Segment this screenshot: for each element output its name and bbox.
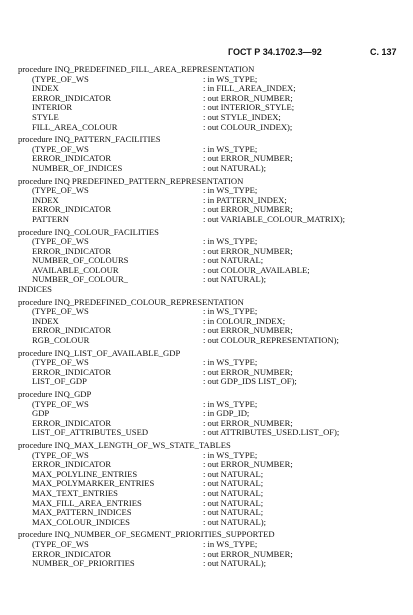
parameter-name: INDEX: [32, 83, 59, 94]
parameter-declaration: : out NATURAL;: [203, 468, 264, 479]
parameter-name: ERROR_INDICATOR: [32, 366, 112, 377]
procedure-title: procedure INQ PREDEFINED_PATTERN_REPRESENTATION: [18, 175, 244, 186]
parameter-name: INDEX: [32, 315, 59, 326]
parameter-declaration: : out ATTRIBUTES_USED.LIST_OF);: [203, 427, 340, 438]
parameter-row: [18, 559, 408, 569]
procedure-title: procedure INQ_GDP: [18, 389, 92, 399]
procedure-block: [18, 390, 408, 438]
parameter-declaration: : in WS_TYPE;: [203, 73, 258, 84]
parameter-name: LIST_OF_ATTRIBUTES_USED: [32, 427, 149, 438]
parameter-declaration: : out INTERIOR_STYLE;: [203, 102, 295, 113]
parameter-row: [18, 377, 408, 387]
procedure-block: [18, 65, 408, 132]
parameter-declaration: : out ERROR_NUMBER;: [203, 153, 293, 164]
parameter-name: (TYPE_OF_WS: [32, 449, 89, 460]
parameter-row: [18, 215, 408, 225]
parameter-name: NUMBER_OF_PRIORITIES: [32, 558, 135, 569]
parameter-name: MAX_TEXT_ENTRIES: [32, 487, 118, 498]
parameter-declaration: : out ERROR_NUMBER;: [203, 245, 293, 256]
procedure-listing: [18, 65, 408, 572]
parameter-name: FILL_AREA_COLOUR: [32, 121, 118, 132]
parameter-declaration: : out COLOUR_REPRESENTATION);: [203, 335, 339, 346]
procedure-block: [18, 177, 408, 225]
parameter-name: ERROR_INDICATOR: [32, 204, 112, 215]
parameter-declaration: : out VARIABLE_COLOUR_MATRIX);: [203, 213, 345, 224]
parameter-row: [18, 428, 408, 438]
parameter-continuation: INDICES: [18, 284, 52, 295]
parameter-name: INDEX: [32, 194, 59, 205]
parameter-name: INTERIOR: [32, 102, 73, 113]
parameter-declaration: : out NATURAL);: [203, 162, 267, 173]
parameter-declaration: : in WS_TYPE;: [203, 538, 258, 549]
parameter-name: MAX_PATTERN_INDICES: [32, 507, 132, 518]
procedure-title: procedure INQ_PATTERN_FACILITIES: [18, 134, 161, 145]
parameter-name: (TYPE_OF_WS: [32, 538, 89, 549]
parameter-declaration: : in WS_TYPE;: [203, 449, 258, 460]
procedure-title: procedure INQ_COLOUR_FACILITIES: [18, 226, 159, 237]
parameter-declaration: : in WS_TYPE;: [203, 398, 258, 409]
parameter-declaration: : out ERROR_NUMBER;: [203, 417, 293, 428]
parameter-declaration: : in WS_TYPE;: [203, 143, 258, 154]
procedure-title: procedure INQ_MAX_LENGTH_OF_WS_STATE_TABLES: [18, 439, 231, 450]
parameter-declaration: : out NATURAL);: [203, 516, 267, 527]
parameter-name: MAX_FILL_AREA_ENTRIES: [32, 497, 142, 508]
parameter-row: [18, 336, 408, 346]
parameter-name: (TYPE_OF_WS: [32, 357, 89, 368]
procedure-title: procedure INQ_PREDEFINED_FILL_AREA_REPRESENTATION: [18, 64, 255, 74]
parameter-name: ERROR_INDICATOR: [32, 459, 112, 470]
parameter-declaration: : out ERROR_NUMBER;: [203, 92, 293, 103]
parameter-name: (TYPE_OF_WS: [32, 398, 89, 409]
parameter-name: (TYPE_OF_WS: [32, 236, 89, 247]
parameter-declaration: : out ERROR_NUMBER;: [203, 325, 293, 336]
page-header: [0, 47, 413, 59]
parameter-declaration: : out NATURAL;: [203, 497, 264, 508]
parameter-name: ERROR_INDICATOR: [32, 548, 112, 559]
procedure-block: [18, 228, 408, 295]
parameter-declaration: : out NATURAL);: [203, 274, 267, 285]
parameter-declaration: : in GDP_ID;: [203, 408, 250, 419]
parameter-declaration: : out NATURAL;: [203, 478, 264, 489]
parameter-declaration: : out GDP_IDS LIST_OF);: [203, 376, 297, 387]
parameter-declaration: : out NATURAL);: [203, 558, 267, 569]
parameter-declaration: : in WS_TYPE;: [203, 306, 258, 317]
procedure-block: [18, 135, 408, 173]
parameter-declaration: : out STYLE_INDEX;: [203, 111, 281, 122]
procedure-title: procedure INQ_LIST_OF_AVAILABLE_GDP: [18, 347, 181, 358]
procedure-block: [18, 441, 408, 527]
parameter-declaration: : out COLOUR_INDEX);: [203, 121, 293, 132]
standard-number: ГОСТ Р 34.1702.3—92: [228, 47, 322, 57]
parameter-row: [18, 164, 408, 174]
parameter-declaration: : in WS_TYPE;: [203, 357, 258, 368]
parameter-name: AVAILABLE_COLOUR: [32, 264, 119, 275]
procedure-block: [18, 298, 408, 346]
parameter-name: PATTERN: [32, 213, 69, 224]
parameter-declaration: : in COLOUR_INDEX;: [203, 315, 286, 326]
parameter-name: STYLE: [32, 111, 59, 122]
parameter-row: [18, 275, 408, 285]
parameter-name: MAX_POLYMARKER_ENTRIES: [32, 478, 155, 489]
parameter-name: ERROR_INDICATOR: [32, 92, 112, 103]
procedure-block: [18, 349, 408, 387]
parameter-declaration: : out NATURAL;: [203, 487, 264, 498]
parameter-name: RGB_COLOUR: [32, 335, 90, 346]
parameter-name: ERROR_INDICATOR: [32, 153, 112, 164]
parameter-declaration: : out ERROR_NUMBER;: [203, 548, 293, 559]
parameter-name: (TYPE_OF_WS: [32, 306, 89, 317]
procedure-block: [18, 530, 408, 568]
procedure-title: procedure INQ_NUMBER_OF_SEGMENT_PRIORITIES_SUPPORTED: [18, 529, 275, 540]
parameter-declaration: : in WS_TYPE;: [203, 236, 258, 247]
parameter-declaration: : in FILL_AREA_INDEX;: [203, 83, 296, 94]
parameter-name: (TYPE_OF_WS: [32, 143, 89, 154]
parameter-declaration: : in PATTERN_INDEX;: [203, 194, 287, 205]
parameter-name: GDP: [32, 408, 50, 419]
parameter-name: ERROR_INDICATOR: [32, 325, 112, 336]
parameter-row: [18, 123, 408, 133]
parameter-declaration: : out NATURAL;: [203, 255, 264, 266]
parameter-name: MAX_POLYLINE_ENTRIES: [32, 468, 138, 479]
parameter-declaration: : out ERROR_NUMBER;: [203, 459, 293, 470]
parameter-name: (TYPE_OF_WS: [32, 185, 89, 196]
parameter-declaration: : out ERROR_NUMBER;: [203, 204, 293, 215]
parameter-declaration: : out NATURAL;: [203, 507, 264, 518]
parameter-name: ERROR_INDICATOR: [32, 417, 112, 428]
parameter-name: NUMBER_OF_INDICES: [32, 162, 123, 173]
page-number: С. 137: [370, 47, 397, 57]
parameter-name: NUMBER_OF_COLOUR_: [32, 274, 128, 285]
parameter-name: NUMBER_OF_COLOURS: [32, 255, 129, 266]
parameter-name: ERROR_INDICATOR: [32, 245, 112, 256]
parameter-name: LIST_OF_GDP: [32, 376, 87, 387]
parameter-declaration: : out ERROR_NUMBER;: [203, 366, 293, 377]
parameter-row: [18, 518, 408, 528]
parameter-name: (TYPE_OF_WS: [32, 73, 89, 84]
parameter-declaration: : out COLOUR_AVAILABLE;: [203, 264, 310, 275]
procedure-title: procedure INQ_PREDEFINED_COLOUR_REPRESENTATION: [18, 296, 244, 307]
parameter-name: MAX_COLOUR_INDICES: [32, 516, 130, 527]
parameter-declaration: : in WS_TYPE;: [203, 185, 258, 196]
